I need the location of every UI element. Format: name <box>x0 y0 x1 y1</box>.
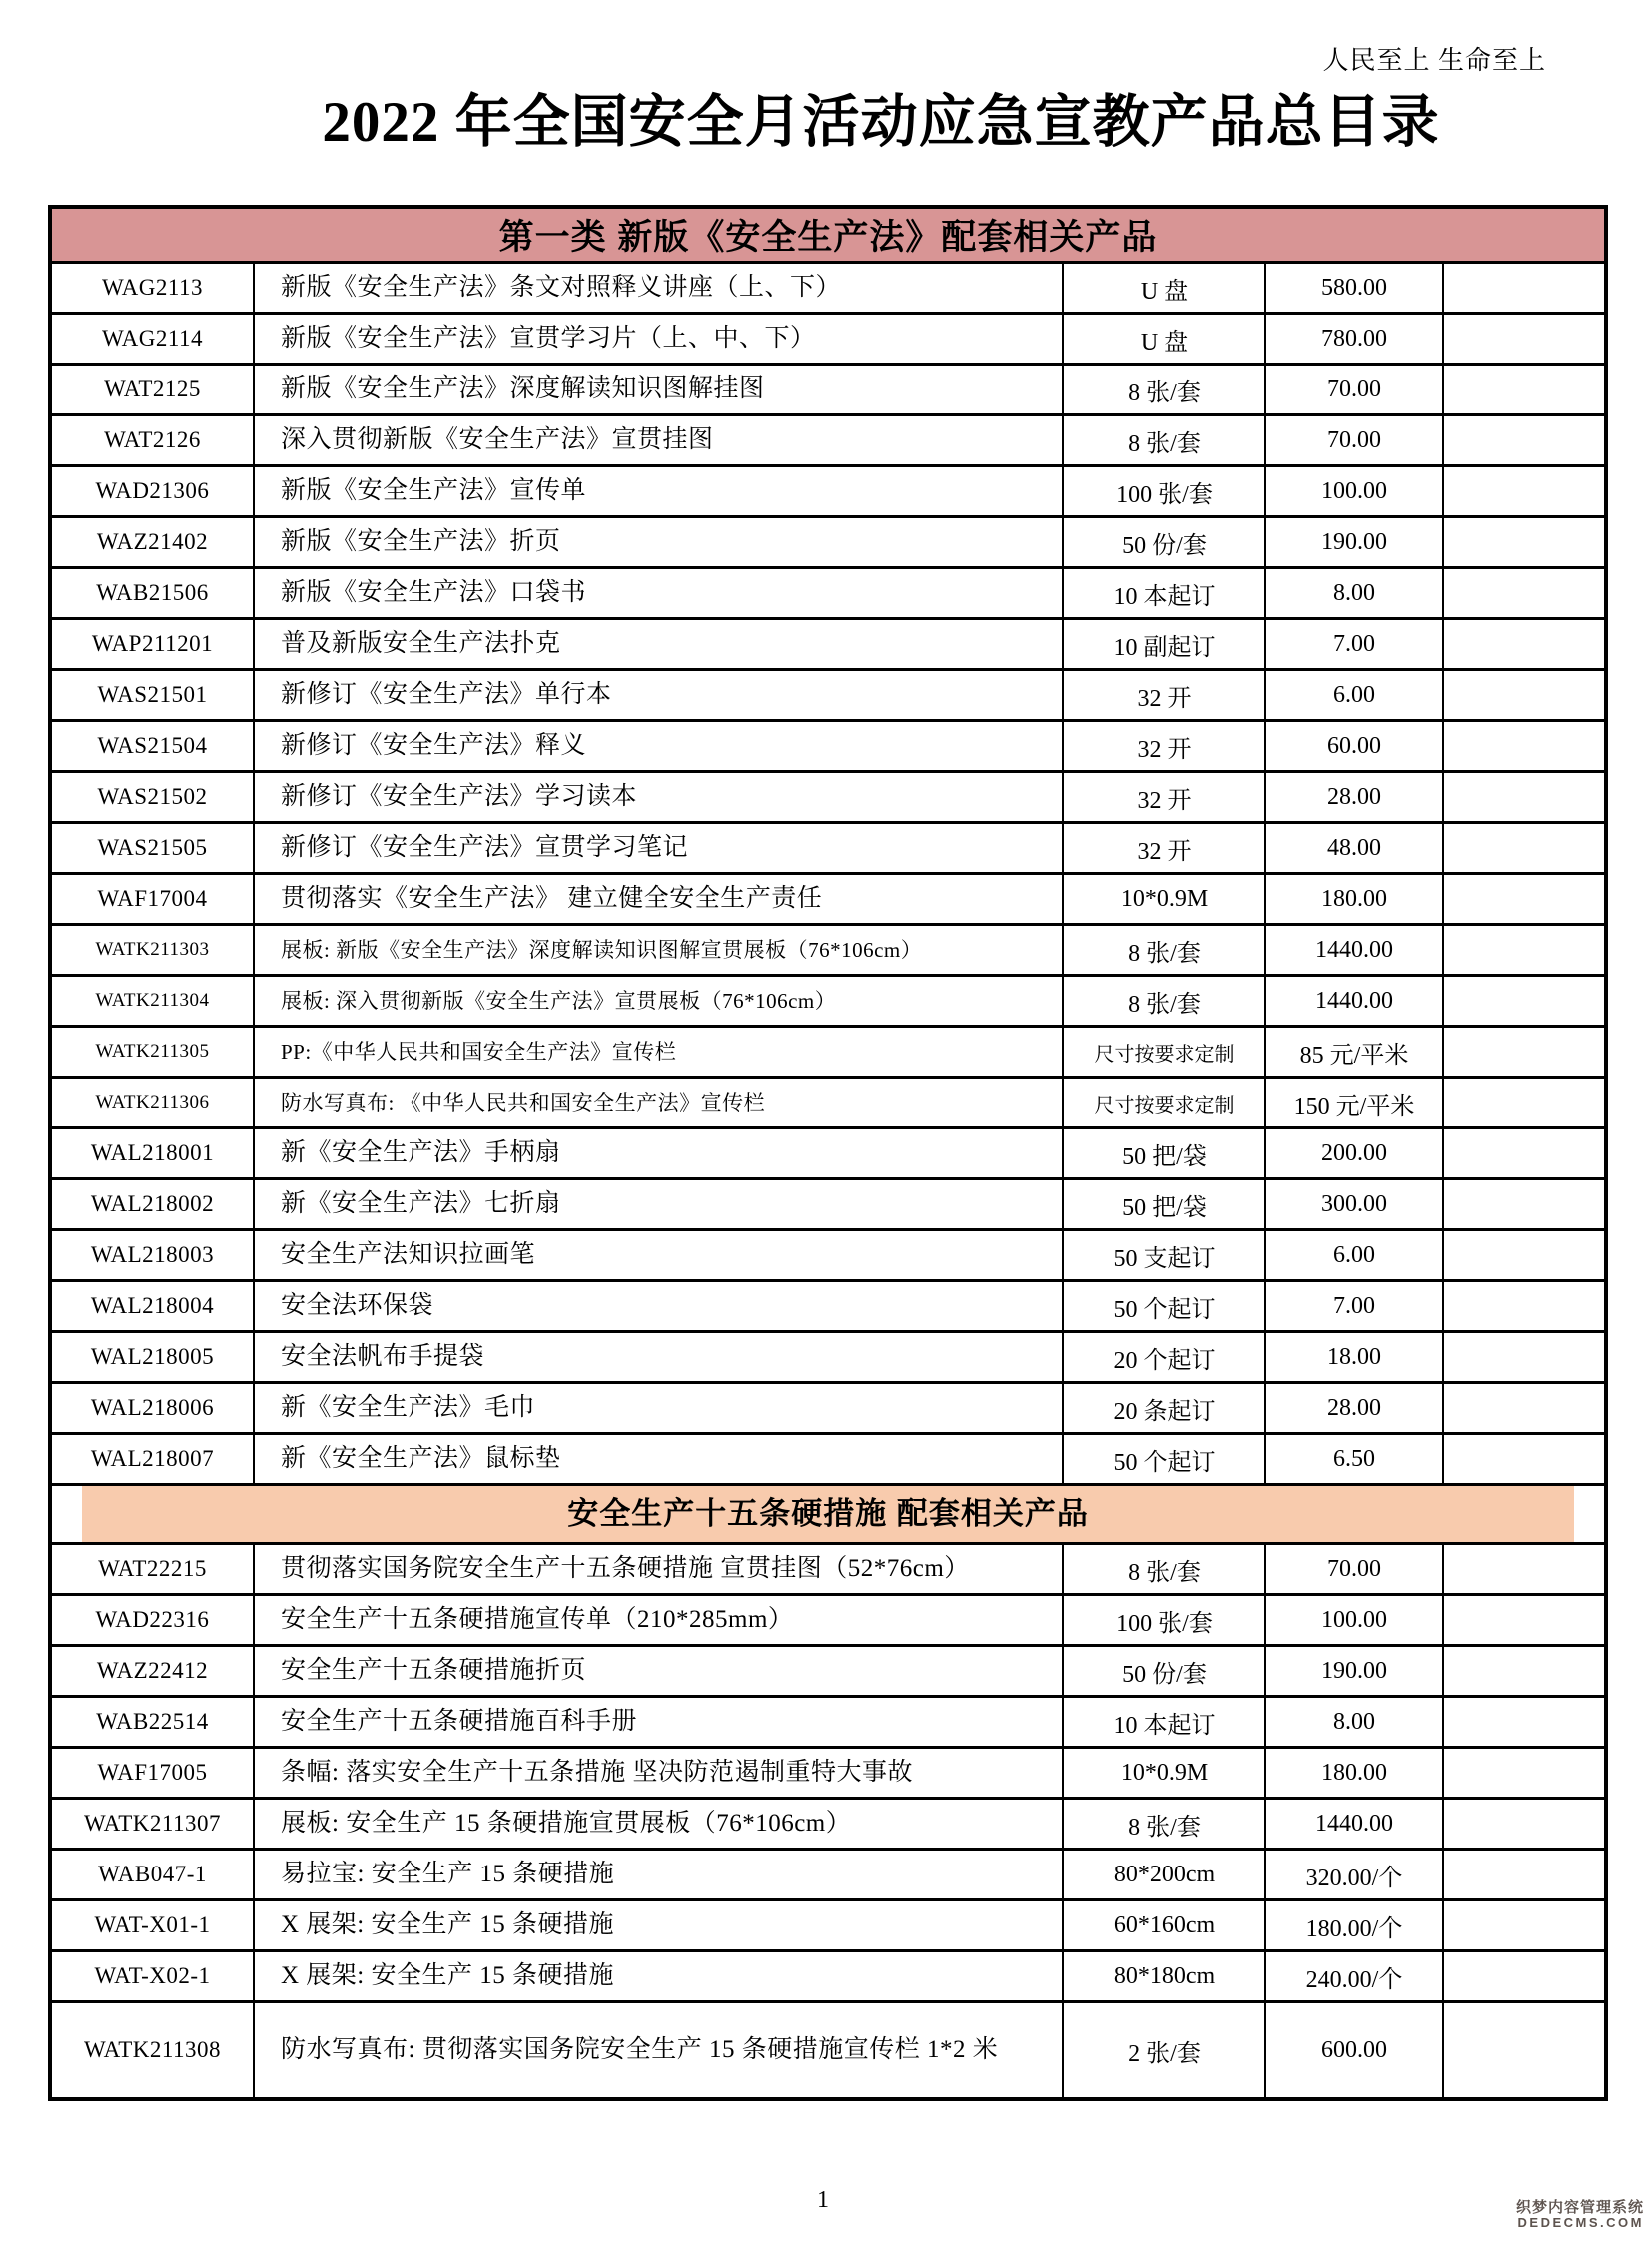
notes-cell <box>1443 1434 1606 1485</box>
table-row <box>50 1748 1606 1799</box>
header-slogan: 人民至上 生命至上 <box>1322 46 1546 75</box>
notes-cell <box>1443 365 1606 415</box>
product-code-cell: WAB047-1 <box>50 1850 254 1900</box>
price-cell: 1440.00 <box>1265 925 1443 976</box>
product-name-cell: 安全法环保袋 <box>254 1281 1063 1332</box>
product-name-cell: 贯彻落实国务院安全生产十五条硬措施 宣贯挂图（52*76cm） <box>254 1544 1063 1595</box>
spec-cell: 50 把/袋 <box>1063 1179 1265 1230</box>
product-name-cell: X 展架: 安全生产 15 条硬措施 <box>254 1900 1063 1951</box>
table-row <box>50 1850 1606 1900</box>
price-cell: 600.00 <box>1265 2002 1443 2100</box>
spec-cell: 20 条起订 <box>1063 1383 1265 1434</box>
product-name-cell: 新版《安全生产法》宣传单 <box>254 466 1063 517</box>
spec-cell: 50 个起订 <box>1063 1281 1265 1332</box>
notes-cell <box>1443 772 1606 823</box>
product-name-cell: 展板: 深入贯彻新版《安全生产法》宣贯展板（76*106cm） <box>254 976 1063 1027</box>
spec-cell: 32 开 <box>1063 772 1265 823</box>
notes-cell <box>1443 874 1606 925</box>
price-cell: 6.00 <box>1265 670 1443 721</box>
table-row <box>50 1900 1606 1951</box>
notes-cell <box>1443 1027 1606 1078</box>
product-code-cell: WAL218005 <box>50 1332 254 1383</box>
price-cell: 8.00 <box>1265 1697 1443 1748</box>
product-code-cell: WAS21501 <box>50 670 254 721</box>
price-cell: 8.00 <box>1265 568 1443 619</box>
product-code-cell: WAG2114 <box>50 314 254 365</box>
product-code-cell: WATK211304 <box>50 976 254 1027</box>
notes-cell <box>1443 517 1606 568</box>
product-name-cell: 防水写真布: 贯彻落实国务院安全生产 15 条硬措施宣传栏 1*2 米 <box>254 2002 1063 2100</box>
spec-cell: 10 副起订 <box>1063 619 1265 670</box>
product-name-cell: PP:《中华人民共和国安全生产法》宣传栏 <box>254 1027 1063 1078</box>
product-code-cell: WAL218006 <box>50 1383 254 1434</box>
notes-cell <box>1443 721 1606 772</box>
spec-cell: 8 张/套 <box>1063 925 1265 976</box>
spec-cell: 50 份/套 <box>1063 517 1265 568</box>
spec-cell: 100 张/套 <box>1063 466 1265 517</box>
product-code-cell: WAS21502 <box>50 772 254 823</box>
price-cell: 180.00/个 <box>1265 1900 1443 1951</box>
product-name-cell: 深入贯彻新版《安全生产法》宣贯挂图 <box>254 415 1063 466</box>
product-code-cell: WAP211201 <box>50 619 254 670</box>
spec-cell: 50 支起订 <box>1063 1230 1265 1281</box>
price-cell: 6.50 <box>1265 1434 1443 1485</box>
product-name-cell: 展板: 安全生产 15 条硬措施宣贯展板（76*106cm） <box>254 1799 1063 1850</box>
product-code-cell: WAS21505 <box>50 823 254 874</box>
product-code-cell: WAT2126 <box>50 415 254 466</box>
product-name-cell: 条幅: 落实安全生产十五条措施 坚决防范遏制重特大事故 <box>254 1748 1063 1799</box>
price-cell: 6.00 <box>1265 1230 1443 1281</box>
page-number: 1 <box>817 2187 829 2213</box>
product-name-cell: 新版《安全生产法》折页 <box>254 517 1063 568</box>
product-name-cell: 新《安全生产法》毛巾 <box>254 1383 1063 1434</box>
product-code-cell: WATK211307 <box>50 1799 254 1850</box>
notes-cell <box>1443 1332 1606 1383</box>
spec-cell: U 盘 <box>1063 314 1265 365</box>
product-code-cell: WAB22514 <box>50 1697 254 1748</box>
notes-cell <box>1443 976 1606 1027</box>
spec-cell: 80*200cm <box>1063 1850 1265 1900</box>
product-code-cell: WATK211303 <box>50 925 254 976</box>
spec-cell: 10*0.9M <box>1063 1748 1265 1799</box>
table-row <box>50 2002 1606 2100</box>
product-code-cell: WAL218007 <box>50 1434 254 1485</box>
spec-cell: 10 本起订 <box>1063 1697 1265 1748</box>
product-name-cell: 新版《安全生产法》深度解读知识图解挂图 <box>254 365 1063 415</box>
table-row <box>50 1027 1606 1078</box>
product-name-cell: 新版《安全生产法》条文对照释义讲座（上、下） <box>254 263 1063 314</box>
product-name-cell: 安全生产十五条硬措施宣传单（210*285mm） <box>254 1595 1063 1646</box>
notes-cell <box>1443 1697 1606 1748</box>
notes-cell <box>1443 1179 1606 1230</box>
spec-cell: 60*160cm <box>1063 1900 1265 1951</box>
price-cell: 320.00/个 <box>1265 1850 1443 1900</box>
price-cell: 240.00/个 <box>1265 1951 1443 2002</box>
table-row <box>50 1646 1606 1697</box>
price-cell: 7.00 <box>1265 619 1443 670</box>
price-cell: 190.00 <box>1265 517 1443 568</box>
spec-cell: 32 开 <box>1063 823 1265 874</box>
spec-cell: 8 张/套 <box>1063 1544 1265 1595</box>
product-code-cell: WAD22316 <box>50 1595 254 1646</box>
price-cell: 780.00 <box>1265 314 1443 365</box>
table-row <box>50 568 1606 619</box>
product-code-cell: WAT22215 <box>50 1544 254 1595</box>
table-row <box>50 1951 1606 2002</box>
price-cell: 7.00 <box>1265 1281 1443 1332</box>
table-row <box>50 823 1606 874</box>
section-2 <box>50 1485 1606 1544</box>
product-name-cell: 新修订《安全生产法》单行本 <box>254 670 1063 721</box>
product-name-cell: 安全生产十五条硬措施百科手册 <box>254 1697 1063 1748</box>
spec-cell: 20 个起订 <box>1063 1332 1265 1383</box>
price-cell: 180.00 <box>1265 1748 1443 1799</box>
product-name-cell: 安全生产十五条硬措施折页 <box>254 1646 1063 1697</box>
spec-cell: 50 个起订 <box>1063 1434 1265 1485</box>
notes-cell <box>1443 263 1606 314</box>
price-cell: 18.00 <box>1265 1332 1443 1383</box>
product-name-cell: 安全生产法知识拉画笔 <box>254 1230 1063 1281</box>
notes-cell <box>1443 1383 1606 1434</box>
section-2-header: 安全生产十五条硬措施 配套相关产品 <box>82 1486 1574 1542</box>
product-code-cell: WAZ22412 <box>50 1646 254 1697</box>
notes-cell <box>1443 1799 1606 1850</box>
table-row <box>50 263 1606 314</box>
notes-cell <box>1443 415 1606 466</box>
product-name-cell: 新《安全生产法》七折扇 <box>254 1179 1063 1230</box>
table-row <box>50 670 1606 721</box>
table-row <box>50 619 1606 670</box>
price-cell: 70.00 <box>1265 365 1443 415</box>
table-row <box>50 314 1606 365</box>
notes-cell <box>1443 823 1606 874</box>
notes-cell <box>1443 1595 1606 1646</box>
price-cell: 28.00 <box>1265 772 1443 823</box>
section-2-rows <box>50 1544 1606 2100</box>
price-cell: 300.00 <box>1265 1179 1443 1230</box>
table-row <box>50 721 1606 772</box>
page-title: 2022 年全国安全月活动应急宣教产品总目录 <box>322 91 1440 154</box>
spec-cell: U 盘 <box>1063 263 1265 314</box>
product-code-cell: WAT-X02-1 <box>50 1951 254 2002</box>
table-row <box>50 1434 1606 1485</box>
table-row <box>50 1544 1606 1595</box>
notes-cell <box>1443 2002 1606 2100</box>
product-code-cell: WAS21504 <box>50 721 254 772</box>
product-code-cell: WAD21306 <box>50 466 254 517</box>
spec-cell: 尺寸按要求定制 <box>1063 1027 1265 1078</box>
spec-cell: 50 份/套 <box>1063 1646 1265 1697</box>
table-row <box>50 1230 1606 1281</box>
notes-cell <box>1443 1646 1606 1697</box>
section-1-header: 第一类 新版《安全生产法》配套相关产品 <box>50 207 1606 263</box>
section-2-header-cell <box>50 1485 1606 1544</box>
product-code-cell: WAL218004 <box>50 1281 254 1332</box>
spec-cell: 32 开 <box>1063 670 1265 721</box>
spec-cell: 10 本起订 <box>1063 568 1265 619</box>
table-row <box>50 1595 1606 1646</box>
price-cell: 48.00 <box>1265 823 1443 874</box>
spec-cell: 2 张/套 <box>1063 2002 1265 2100</box>
price-cell: 1440.00 <box>1265 1799 1443 1850</box>
product-code-cell: WAF17004 <box>50 874 254 925</box>
notes-cell <box>1443 1078 1606 1128</box>
notes-cell <box>1443 314 1606 365</box>
price-cell: 200.00 <box>1265 1128 1443 1179</box>
spec-cell: 尺寸按要求定制 <box>1063 1078 1265 1128</box>
product-code-cell: WAT-X01-1 <box>50 1900 254 1951</box>
notes-cell <box>1443 1951 1606 2002</box>
price-cell: 28.00 <box>1265 1383 1443 1434</box>
price-cell: 70.00 <box>1265 415 1443 466</box>
product-name-cell: 易拉宝: 安全生产 15 条硬措施 <box>254 1850 1063 1900</box>
notes-cell <box>1443 1900 1606 1951</box>
product-code-cell: WAZ21402 <box>50 517 254 568</box>
notes-cell <box>1443 1281 1606 1332</box>
price-cell: 190.00 <box>1265 1646 1443 1697</box>
table-row <box>50 415 1606 466</box>
table-row <box>50 517 1606 568</box>
notes-cell <box>1443 1748 1606 1799</box>
table-row <box>50 1799 1606 1850</box>
notes-cell <box>1443 1230 1606 1281</box>
spec-cell: 80*180cm <box>1063 1951 1265 2002</box>
notes-cell <box>1443 1544 1606 1595</box>
price-cell: 1440.00 <box>1265 976 1443 1027</box>
watermark-cms-name: 织梦内容管理系统 <box>1515 2199 1644 2216</box>
product-name-cell: 安全法帆布手提袋 <box>254 1332 1063 1383</box>
table-row <box>50 976 1606 1027</box>
table-row <box>50 925 1606 976</box>
product-name-cell: 新修订《安全生产法》宣贯学习笔记 <box>254 823 1063 874</box>
price-cell: 180.00 <box>1265 874 1443 925</box>
section-1 <box>50 207 1606 263</box>
spec-cell: 8 张/套 <box>1063 415 1265 466</box>
section-2-header-row <box>50 1485 1606 1544</box>
product-code-cell: WAF17005 <box>50 1748 254 1799</box>
price-cell: 100.00 <box>1265 466 1443 517</box>
notes-cell <box>1443 619 1606 670</box>
product-name-cell: 新《安全生产法》手柄扇 <box>254 1128 1063 1179</box>
table-row <box>50 1383 1606 1434</box>
spec-cell: 50 把/袋 <box>1063 1128 1265 1179</box>
section-1-rows <box>50 263 1606 1485</box>
product-code-cell: WAL218001 <box>50 1128 254 1179</box>
table-row <box>50 772 1606 823</box>
watermark <box>1484 2199 1644 2231</box>
notes-cell <box>1443 1850 1606 1900</box>
table-row <box>50 874 1606 925</box>
product-name-cell: 新修订《安全生产法》释义 <box>254 721 1063 772</box>
notes-cell <box>1443 568 1606 619</box>
product-name-cell: 新版《安全生产法》宣贯学习片（上、中、下） <box>254 314 1063 365</box>
table-row <box>50 1179 1606 1230</box>
price-cell: 60.00 <box>1265 721 1443 772</box>
product-code-cell: WATK211308 <box>50 2002 254 2100</box>
product-code-cell: WAB21506 <box>50 568 254 619</box>
spec-cell: 10*0.9M <box>1063 874 1265 925</box>
notes-cell <box>1443 466 1606 517</box>
notes-cell <box>1443 925 1606 976</box>
product-code-cell: WAL218002 <box>50 1179 254 1230</box>
product-name-cell: 新修订《安全生产法》学习读本 <box>254 772 1063 823</box>
product-name-cell: 展板: 新版《安全生产法》深度解读知识图解宣贯展板（76*106cm） <box>254 925 1063 976</box>
price-cell: 100.00 <box>1265 1595 1443 1646</box>
table-row <box>50 1697 1606 1748</box>
spec-cell: 8 张/套 <box>1063 1799 1265 1850</box>
spec-cell: 100 张/套 <box>1063 1595 1265 1646</box>
product-code-cell: WAL218003 <box>50 1230 254 1281</box>
price-cell: 580.00 <box>1265 263 1443 314</box>
product-code-cell: WATK211306 <box>50 1078 254 1128</box>
product-name-cell: 普及新版安全生产法扑克 <box>254 619 1063 670</box>
section-1-header-row <box>50 207 1606 263</box>
spec-cell: 8 张/套 <box>1063 365 1265 415</box>
product-name-cell: 新《安全生产法》鼠标垫 <box>254 1434 1063 1485</box>
product-name-cell: X 展架: 安全生产 15 条硬措施 <box>254 1951 1063 2002</box>
product-code-cell: WAG2113 <box>50 263 254 314</box>
product-name-cell: 贯彻落实《安全生产法》 建立健全安全生产责任 <box>254 874 1063 925</box>
spec-cell: 8 张/套 <box>1063 976 1265 1027</box>
notes-cell <box>1443 670 1606 721</box>
price-cell: 85 元/平米 <box>1265 1027 1443 1078</box>
table-row <box>50 365 1606 415</box>
table-row <box>50 466 1606 517</box>
product-name-cell: 防水写真布: 《中华人民共和国安全生产法》宣传栏 <box>254 1078 1063 1128</box>
watermark-domain: DEDECMS.COM <box>1517 2215 1644 2231</box>
price-cell: 150 元/平米 <box>1265 1078 1443 1128</box>
table-row <box>50 1281 1606 1332</box>
product-code-cell: WAT2125 <box>50 365 254 415</box>
product-code-cell: WATK211305 <box>50 1027 254 1078</box>
notes-cell <box>1443 1128 1606 1179</box>
product-name-cell: 新版《安全生产法》口袋书 <box>254 568 1063 619</box>
price-cell: 70.00 <box>1265 1544 1443 1595</box>
table-row <box>50 1332 1606 1383</box>
table-row <box>50 1078 1606 1128</box>
table-row <box>50 1128 1606 1179</box>
spec-cell: 32 开 <box>1063 721 1265 772</box>
catalog-table <box>48 205 1608 2101</box>
